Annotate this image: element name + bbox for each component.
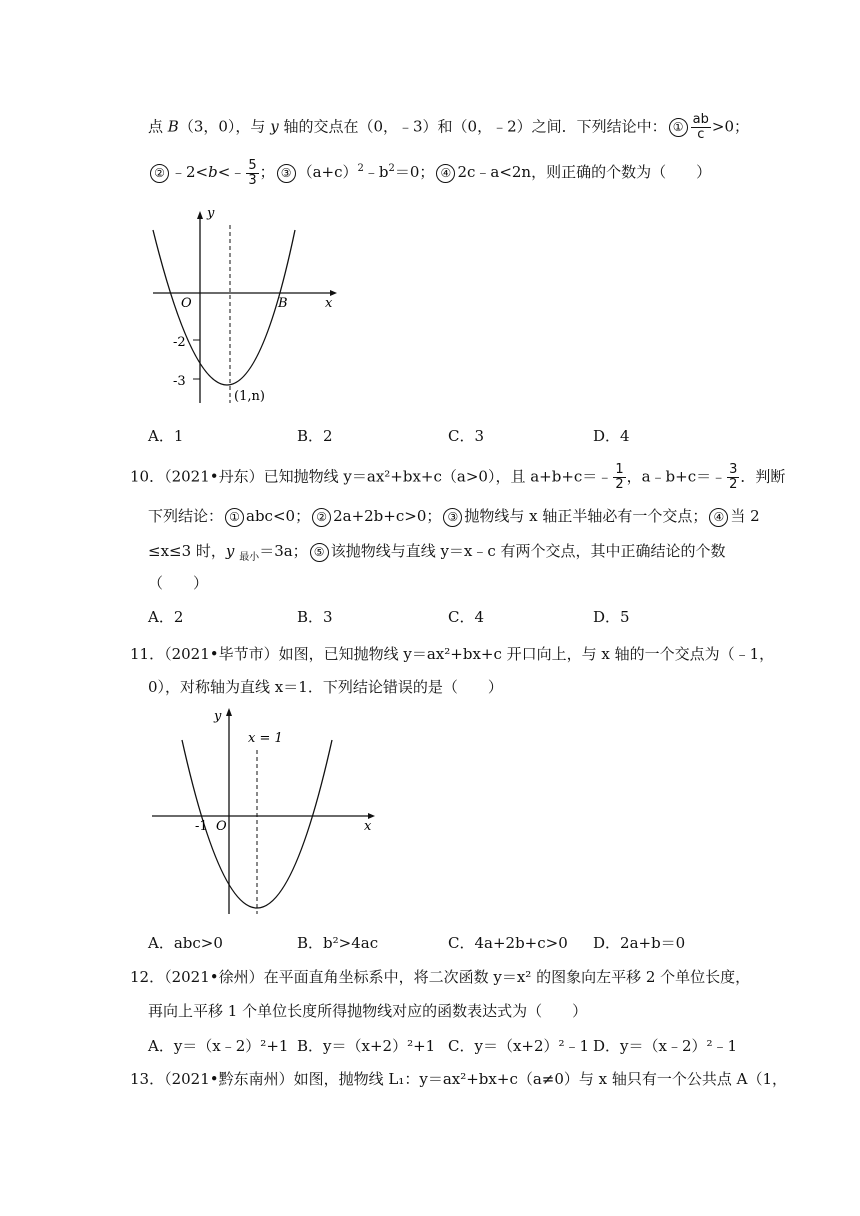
svg-text:x: x <box>364 819 372 834</box>
q11-parabola-graph <box>150 700 380 920</box>
q11-option-a[interactable]: A．abc>0 <box>148 934 223 952</box>
svg-text:-1: -1 <box>195 819 208 834</box>
q10-option-b[interactable]: B．3 <box>297 608 333 626</box>
svg-text:y: y <box>214 709 222 724</box>
q9-option-d[interactable]: D．4 <box>593 427 630 445</box>
q10-line-1: 10．（2021•丹东）已知抛物线 y＝ax²+bx+c（a>0），且 a+b+c＝﹣ $\frac{1}{2}$ ，a﹣b+c＝﹣ $\frac{3}{2}$ ．判断 <box>130 462 786 492</box>
q12-line-1: 12．（2021•徐州）在平面直角坐标系中，将二次函数 y＝x² 的图象向左平移 2 个单位长度， <box>130 968 751 986</box>
svg-text:B: B <box>278 296 288 311</box>
svg-text:O: O <box>216 819 227 834</box>
q11-line-1: 11．（2021•毕节市）如图，已知抛物线 y＝ax²+bx+c 开口向上，与 x 轴的一个交点为（﹣1， <box>130 645 775 663</box>
q9-option-a[interactable]: A．1 <box>148 427 184 445</box>
q10-option-c[interactable]: C．4 <box>448 608 485 626</box>
q9-option-c[interactable]: C．3 <box>448 427 485 445</box>
q9-line-1: 点 B（3，0），与 y 轴的交点在（0，﹣3）和（0，﹣2）之间．下列结论中： ① $\frac{ab}{c}$ >0； <box>148 112 749 142</box>
svg-text:(1,n): (1,n) <box>234 389 265 404</box>
svg-text:y: y <box>207 206 215 221</box>
fraction-1-over-2: $\frac{1}{2}$ <box>615 462 624 492</box>
q12-line-2: 再向上平移 1 个单位长度所得抛物线对应的函数表达式为（ ） <box>148 1002 588 1020</box>
q12-option-a[interactable]: A．y＝（x﹣2）²+1 <box>148 1037 289 1055</box>
fraction-ab-over-c: $\frac{ab}{c}$ <box>692 112 709 142</box>
q10-line-3: ≤x≤3 时，y $_{最小}$＝3a； ⑤ 该抛物线与直线 y＝x﹣c 有两个交点，其中正确结论的个数 <box>148 542 726 563</box>
q11-option-b[interactable]: B．b²>4ac <box>297 934 379 952</box>
svg-text:-2: -2 <box>173 335 186 350</box>
fraction-5-over-3: $\frac{5}{3}$ <box>248 157 257 188</box>
q10-line-4: （ ） <box>148 574 209 592</box>
svg-text:-3: -3 <box>173 374 186 389</box>
q11-option-d[interactable]: D．2a+b＝0 <box>593 934 686 952</box>
q9-line-2: ② ﹣2<b<﹣ $\frac{5}{3}$ ； ③ $(a+c)^2﹣b^2=0$； ④ 2c﹣a<2n，则正确的个数为（ ） <box>148 158 711 188</box>
q11-line-2: 0），对称轴为直线 x＝1．下列结论错误的是（ ） <box>148 678 503 696</box>
circled-1: ① <box>669 118 688 137</box>
svg-text:x = 1: x = 1 <box>248 731 283 746</box>
q9-parabola-graph <box>145 205 345 410</box>
q10-line-2: 下列结论： ① abc<0； ② 2a+2b+c>0； ③ 抛物线与 x 轴正半轴必有一个交点； ④ 当 2 <box>148 507 760 525</box>
q11-option-c[interactable]: C．4a+2b+c>0 <box>448 934 568 952</box>
q10-option-a[interactable]: A．2 <box>148 608 184 626</box>
q10-option-d[interactable]: D．5 <box>593 608 630 626</box>
svg-text:O: O <box>181 296 192 311</box>
q12-option-b[interactable]: B．y＝（x+2）²+1 <box>297 1037 436 1055</box>
fraction-3-over-2: $\frac{3}{2}$ <box>729 462 738 492</box>
q13-line-1: 13．（2021•黔东南州）如图，抛物线 L₁：y＝ax²+bx+c（a≠0）与 x 轴只有一个公共点 A（1， <box>130 1070 788 1088</box>
svg-text:x: x <box>325 296 333 311</box>
q12-option-c[interactable]: C．y＝（x+2）²﹣1 <box>448 1037 590 1055</box>
q12-option-d[interactable]: D．y＝（x﹣2）²﹣1 <box>593 1037 738 1055</box>
q9-option-b[interactable]: B．2 <box>297 427 333 445</box>
